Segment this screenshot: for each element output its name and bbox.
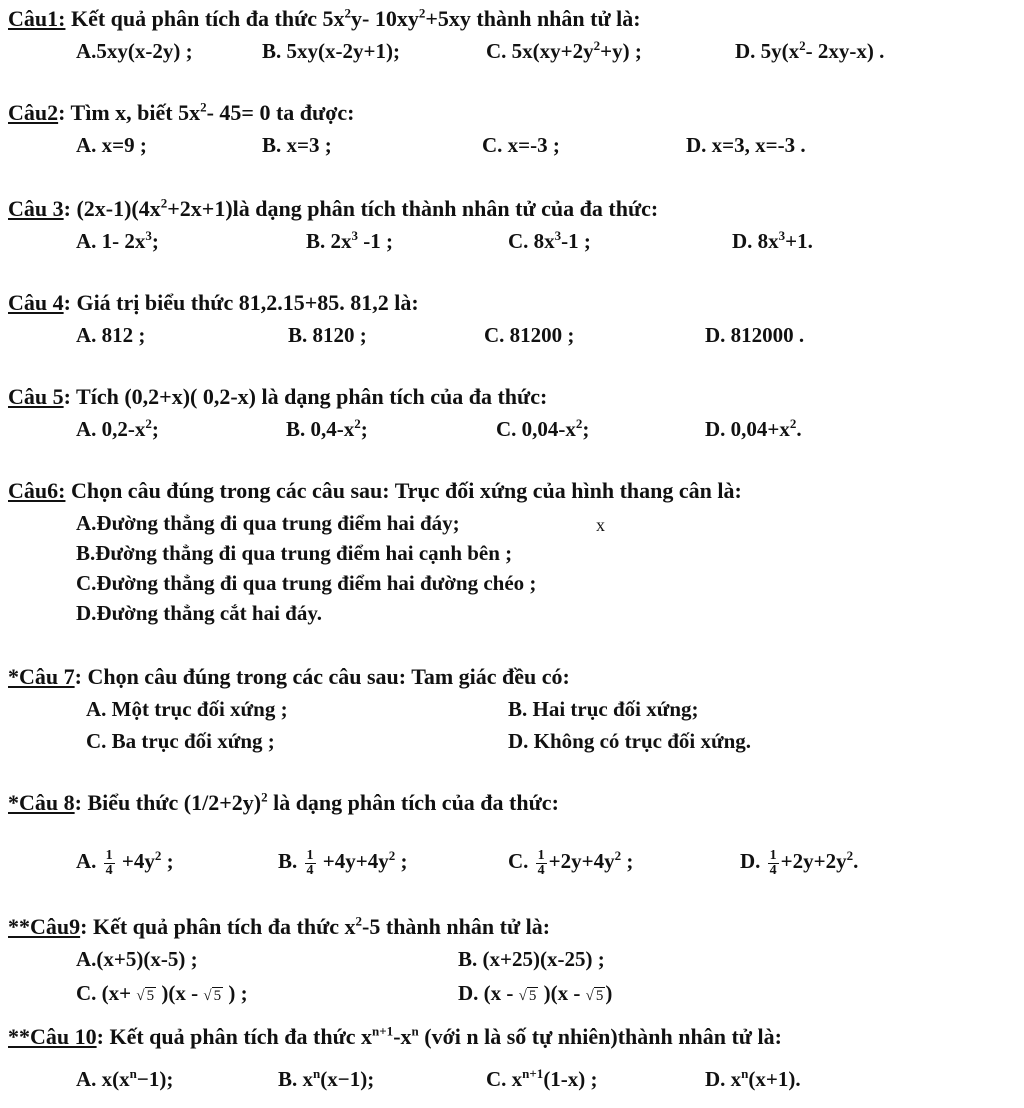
question-10 bbox=[8, 1024, 782, 1050]
option-a: A. x=9 ; bbox=[76, 133, 147, 157]
answer-mark: x bbox=[596, 515, 605, 535]
option-c: C. $x^{n+1}(1-x)$ ; bbox=[486, 1066, 598, 1091]
option-a: A. $x(x^n-1)$; bbox=[76, 1066, 174, 1091]
option-c: C. 81200 ; bbox=[484, 323, 575, 347]
option-d: D.Đường thẳng cắt hai đáy. bbox=[76, 601, 322, 625]
option-c: C. $5x(xy+2y^2+y)$ ; bbox=[486, 38, 642, 63]
question-6 bbox=[8, 478, 742, 504]
option-c: C.Đường thẳng đi qua trung điểm hai đường chéo ; bbox=[76, 571, 537, 595]
question-label: **Câu9 bbox=[8, 914, 81, 939]
option-a: A. $\frac{1}{4}$ $+4y^2$ ; bbox=[76, 847, 174, 878]
option-b: B. Hai trục đối xứng; bbox=[508, 697, 699, 721]
option-a: A.Đường thẳng đi qua trung điểm hai đáy; bbox=[76, 511, 460, 535]
option-d: D. x=3, x=-3 . bbox=[686, 133, 806, 157]
option-d: D. $5y(x^2-$ 2xy-x) . bbox=[735, 38, 885, 63]
question-2 bbox=[8, 100, 355, 126]
question-text: Kết quả phân tích đa thức $5x^2y-$ $10xy^2+5xy$ thành nhân tử là: bbox=[65, 5, 641, 31]
question-text: : Biểu thức $(1/2+2y)^2$ là dạng phân tích của đa thức: bbox=[74, 789, 559, 815]
option-b: B. 5xy(x-2y+1); bbox=[262, 39, 400, 63]
question-4 bbox=[8, 290, 419, 316]
option-c: C. $\frac{1}{4}$ $+2y+4y^2$ ; bbox=[508, 847, 634, 878]
question-label: *Câu 8 bbox=[8, 790, 75, 815]
option-c: C. $0,04-x^2$; bbox=[496, 416, 590, 441]
option-d: D. 812000 . bbox=[705, 323, 805, 347]
question-5 bbox=[8, 384, 547, 410]
question-text: : Tìm x, biết $5x^2-$ 45= 0 ta được: bbox=[58, 99, 355, 125]
question-text: : Kết quả phân tích đa thức $x^{n+1}-x^n$ (với n là số tự nhiên)thành nhân tử là: bbox=[96, 1023, 782, 1049]
question-label: Câu 5 bbox=[8, 384, 64, 409]
option-b: B. $x^n(x-1)$; bbox=[278, 1066, 375, 1091]
option-c: C. $8x^3-1$ ; bbox=[508, 228, 591, 253]
question-label: Câu6: bbox=[8, 478, 66, 503]
question-label: Câu1: bbox=[8, 6, 66, 31]
option-a: A.5xy(x-2y) ; bbox=[76, 39, 193, 63]
option-c: C. x=-3 ; bbox=[482, 133, 560, 157]
option-b: B. (x+25)(x-25) ; bbox=[458, 947, 605, 971]
question-text: Chọn câu đúng trong các câu sau: Trục đối xứng của hình thang cân là: bbox=[65, 478, 742, 503]
question-text: : $(2x-1)(4x^2+2x+1)là$ dạng phân tích thành nhân tử của đa thức: bbox=[63, 195, 659, 221]
question-8 bbox=[8, 790, 559, 816]
question-1 bbox=[8, 6, 641, 32]
option-b: B. $\frac{1}{4}$ $+4y+4y^2$ ; bbox=[278, 847, 408, 878]
question-text: : Tích (0,2+x)( 0,2-x) là dạng phân tích của đa thức: bbox=[63, 384, 548, 409]
question-label: **Câu 10 bbox=[8, 1024, 97, 1049]
option-b: B. 8120 ; bbox=[288, 323, 367, 347]
question-7 bbox=[8, 664, 570, 690]
option-d: D. $x^n(x+1)$. bbox=[705, 1066, 801, 1091]
option-b: B.Đường thẳng đi qua trung điểm hai cạnh bên ; bbox=[76, 541, 513, 565]
question-text: : Giá trị biểu thức 81,2.15+85. 81,2 là: bbox=[63, 290, 419, 315]
option-a: A.(x+5)(x-5) ; bbox=[76, 947, 198, 971]
option-c: C. Ba trục đối xứng ; bbox=[86, 729, 275, 753]
option-a: A. 812 ; bbox=[76, 323, 146, 347]
question-text: : Kết quả phân tích đa thức $x^2-5$ thành nhân tử là: bbox=[80, 913, 551, 939]
option-b: B. $2x^3$ -1 ; bbox=[306, 228, 394, 253]
question-label: Câu 4 bbox=[8, 290, 64, 315]
option-d: D. $0,04+x^2$. bbox=[705, 416, 802, 441]
option-a: A. Một trục đối xứng ; bbox=[86, 697, 288, 721]
option-d: D. $\frac{1}{4}$ $+2y+2y^2$. bbox=[740, 847, 859, 878]
option-a: A. $0,2-x^2$; bbox=[76, 416, 159, 441]
question-9 bbox=[8, 914, 550, 940]
question-label: Câu2 bbox=[8, 100, 59, 125]
option-d: D. Không có trục đối xứng. bbox=[508, 729, 752, 753]
option-c: C. (x+ √ 5 )(x - √ 5 ) ; bbox=[76, 981, 248, 1005]
option-d: D. $8x^3+1$. bbox=[732, 228, 813, 253]
question-3 bbox=[8, 196, 658, 222]
option-a: A. 1- $2x^3$; bbox=[76, 228, 159, 253]
option-b: B. x=3 ; bbox=[262, 133, 332, 157]
question-text: : Chọn câu đúng trong các câu sau: Tam giác đều có: bbox=[74, 664, 570, 689]
option-b: B. $0,4-x^2$; bbox=[286, 416, 368, 441]
option-d: D. (x - √ 5 )(x - √ 5) bbox=[458, 981, 613, 1005]
question-label: Câu 3 bbox=[8, 196, 64, 221]
question-label: *Câu 7 bbox=[8, 664, 75, 689]
